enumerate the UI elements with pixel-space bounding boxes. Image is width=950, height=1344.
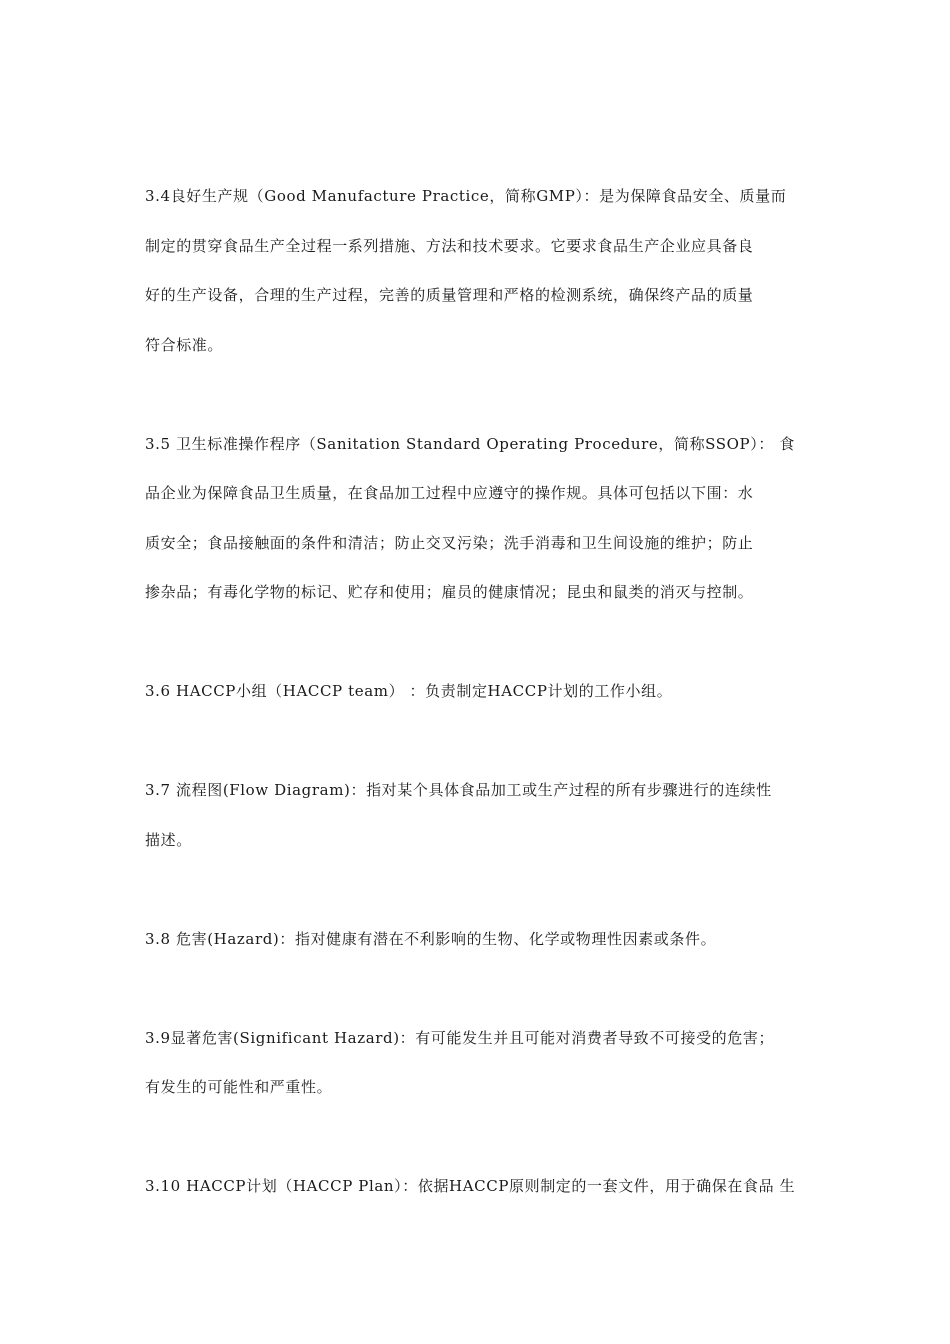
text-line: 3.5 卫生标准操作程序（Sanitation Standard Operating Procedure，简称SSOP）： 食 (145, 434, 795, 453)
section-3-8 (145, 915, 805, 965)
paragraph-gap (145, 717, 805, 767)
section-3-5 (145, 420, 805, 618)
text-line: 3.6 HACCP小组（HACCP team） ：负责制定HACCP计划的工作小组。 (145, 682, 673, 700)
document-body (145, 172, 805, 1212)
paragraph-gap (145, 964, 805, 1014)
text-line: 3.7 流程图(Flow Diagram)：指对某个具体食品加工或生产过程的所有步骤进行的连续性 (145, 781, 772, 799)
text-line: 3.8 危害(Hazard)：指对健康有潜在不利影响的生物、化学或物理性因素或条件。 (145, 929, 717, 948)
section-3-10 (145, 1162, 805, 1212)
paragraph-gap (145, 370, 805, 420)
text-line: 制定的贯穿食品生产全过程一系列措施、方法和技术要求。它要求食品生产企业应具备良 (145, 236, 754, 255)
text-line: 品企业为保障食品卫生质量，在食品加工过程中应遵守的操作规。具体可包括以下围：水 (145, 484, 754, 502)
text-line: 描述。 (145, 830, 192, 849)
text-line: 3.9显著危害(Significant Hazard)：有可能发生并且可能对消费者导致不可接受的危害； (145, 1028, 775, 1047)
text-line: 掺杂品；有毒化学物的标记、贮存和使用；雇员的健康情况；昆虫和鼠类的消灭与控制。 (145, 583, 754, 601)
paragraph-gap (145, 1113, 805, 1163)
text-line: 3.10 HACCP计划（HACCP Plan）：依据HACCP原则制定的一套文件，用于确保在食品 生 (145, 1177, 796, 1195)
section-3-4 (145, 172, 805, 370)
section-3-6 (145, 667, 805, 717)
section-3-9 (145, 1014, 805, 1113)
section-3-7 (145, 766, 805, 865)
text-line: 质安全；食品接触面的条件和清洁；防止交叉污染；洗手消毒和卫生间设施的维护；防止 (145, 533, 754, 552)
text-line: 3.4良好生产规（Good Manufacture Practice，简称GMP）：是为保障食品安全、质量而 (145, 187, 787, 205)
text-line: 符合标准。 (145, 335, 224, 354)
paragraph-gap (145, 865, 805, 915)
paragraph-gap (145, 618, 805, 668)
text-line: 好的生产设备，合理的生产过程，完善的质量管理和严格的检测系统，确保终产品的质量 (145, 286, 754, 304)
text-line: 有发生的可能性和严重性。 (145, 1078, 333, 1096)
